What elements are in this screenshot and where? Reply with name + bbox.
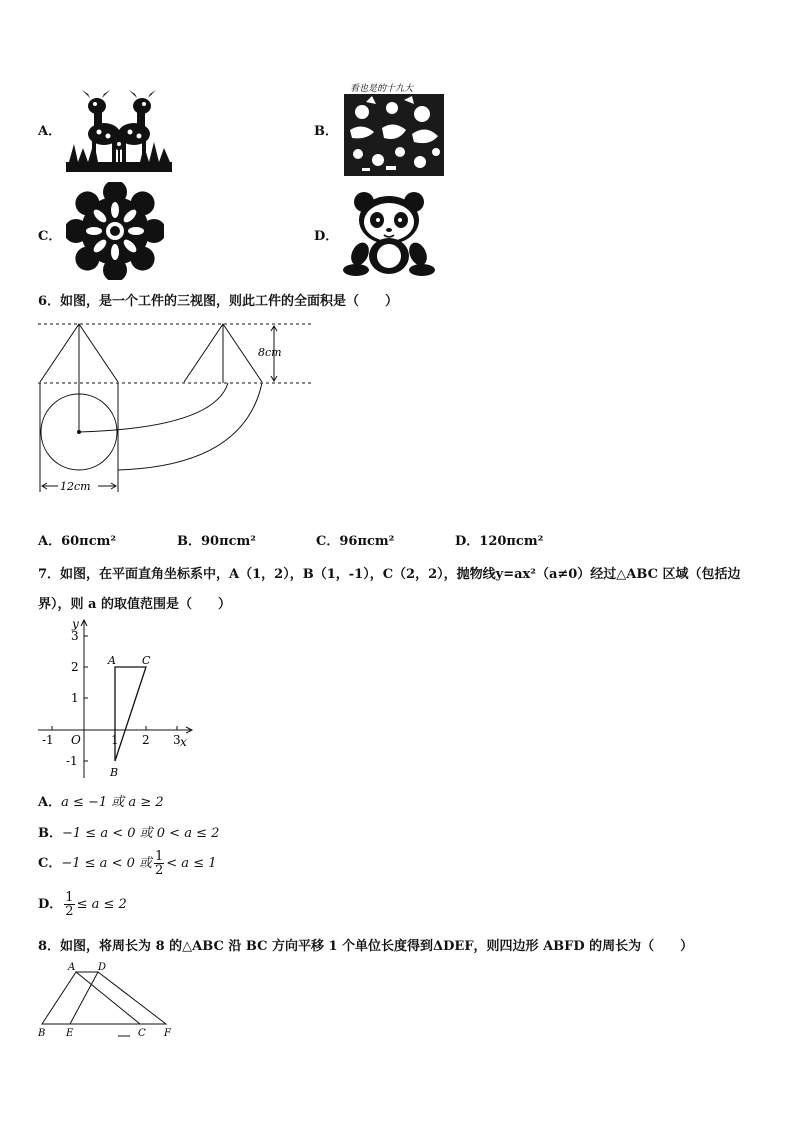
q7-option-c[interactable]: [38, 850, 217, 877]
q7-option-b[interactable]: [38, 822, 219, 841]
scene-caption: 看也是的十九大: [350, 84, 414, 94]
q6-option-c-label: C．: [316, 534, 340, 549]
fraction-denominator: 2: [155, 863, 164, 878]
q7-y-tick: 3: [71, 629, 79, 643]
q7-option-d-label: D．: [38, 897, 63, 912]
q7-option-b-label: B．: [38, 826, 62, 841]
q8-point-b-label: B: [38, 1028, 46, 1039]
q6-option-b-value: 90πcm²: [201, 534, 256, 549]
q6-option-a-label: A．: [38, 534, 62, 549]
q7-x-tick: -1: [42, 733, 54, 747]
q7-option-c-fraction: [154, 850, 164, 877]
q6-option-a[interactable]: [38, 530, 116, 549]
q6-option-b-label: B．: [177, 534, 201, 549]
paper-cut-flower-icon: [66, 182, 164, 284]
q7-x-tick: 2: [142, 733, 150, 747]
q8-point-d-label: D: [98, 962, 107, 973]
paper-cut-panda-icon: [342, 190, 436, 280]
q8-point-f-label: F: [164, 1028, 171, 1039]
q7-y-axis-label: y: [72, 617, 79, 631]
q6-option-c[interactable]: [316, 530, 394, 549]
q6-option-a-value: 60πcm²: [61, 534, 117, 549]
q7-x-tick: 1: [111, 733, 119, 747]
q7-option-a-text: a ≤ −1 或 a ≥ 2: [61, 795, 164, 810]
fraction-numerator: 1: [155, 849, 164, 864]
q5-option-a-label: A．: [38, 124, 62, 139]
paper-cut-scene-icon: [342, 80, 446, 182]
q7-option-d[interactable]: [38, 891, 127, 918]
q7-y-tick: -1: [66, 754, 78, 768]
q7-coordinate-graph: [34, 616, 204, 790]
q8-translation-figure: [34, 958, 184, 1046]
q8-stem: 8．如图，将周长为 8 的△ABC 沿 BC 方向平移 1 个单位长度得到ΔDEF，则四边形 ABFD 的周长为（ ）: [38, 939, 694, 954]
q5-option-c-label: C．: [38, 229, 62, 244]
q6-stem: 6．如图，是一个工件的三视图，则此工件的全面积是（ ）: [38, 294, 399, 309]
fraction-numerator: 1: [65, 890, 74, 905]
q7-option-d-fraction: [64, 891, 74, 918]
q6-option-c-value: 96πcm²: [339, 534, 395, 549]
q7-x-tick: 3: [173, 733, 181, 747]
q8-point-e-label: E: [66, 1028, 74, 1039]
q7-option-c-pre: −1 ≤ a < 0 或: [61, 856, 152, 871]
q6-three-view-figure: [34, 316, 324, 510]
paper-cut-deer-icon: [64, 82, 174, 178]
q6-option-d-value: 120πcm²: [479, 534, 544, 549]
q5-option-d-label: D．: [314, 229, 339, 244]
q8-point-c-label: C: [138, 1028, 146, 1039]
q7-point-b-label: B: [110, 766, 119, 779]
q7-option-d-post: ≤ a ≤ 2: [76, 897, 127, 912]
q6-option-d-label: D．: [455, 534, 480, 549]
q7-point-a-label: A: [108, 654, 116, 667]
q5-option-b-label: B．: [314, 124, 338, 139]
q6-option-b[interactable]: [177, 530, 256, 549]
q7-option-c-label: C．: [38, 856, 62, 871]
q7-option-a-label: A．: [38, 795, 62, 810]
q7-stem-line2: 界），则 a 的取值范围是（ ）: [38, 597, 231, 612]
q7-point-c-label: C: [142, 654, 151, 667]
q7-option-b-text: −1 ≤ a < 0 或 0 < a ≤ 2: [62, 826, 220, 841]
q8-point-a-label: A: [68, 962, 76, 973]
fraction-denominator: 2: [65, 904, 74, 919]
q6-width-label: 12cm: [60, 480, 91, 493]
q6-height-label: 8cm: [258, 346, 282, 359]
q7-origin-label: O: [71, 733, 81, 747]
q6-option-d[interactable]: [455, 530, 543, 549]
q7-option-a[interactable]: [38, 791, 164, 810]
q7-stem-line1: 7．如图，在平面直角坐标系中，A（1，2），B（1，-1），C（2，2），抛物线y=ax²（a≠0）经过△ABC 区域（包括边: [38, 567, 741, 582]
q7-option-c-post: < a ≤ 1: [166, 856, 217, 871]
q7-x-axis-label: x: [180, 735, 187, 749]
q7-y-tick: 1: [71, 691, 79, 705]
q7-y-tick: 2: [71, 660, 79, 674]
